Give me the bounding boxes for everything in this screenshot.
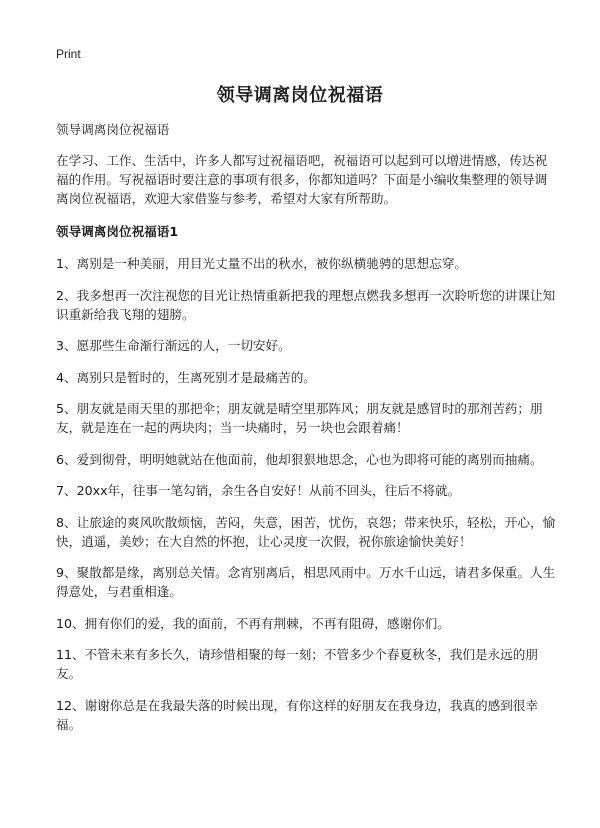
document-body: [56, 120, 556, 746]
print-label: Print: [56, 47, 81, 61]
document-subtitle: 领导调离岗位祝福语: [56, 122, 170, 137]
list-item: 8、让旅途的爽风吹散烦恼，苦闷，失意，困苦，忧伤，哀怨；带来快乐，轻松，开心，愉快，逍遥，美妙；在大自然的怀抱，让心灵度一次假，祝你旅途愉快美好！: [56, 514, 556, 549]
intro-paragraph: 在学习、工作、生活中，许多人都写过祝福语吧，祝福语可以起到可以增进情感，传达祝福的作用。写祝福语时要注意的事项有很多，你都知道吗？下面是小编收集整理的领导调离岗位祝福语，欢迎大家借鉴与参考，希望对大家有所帮助。: [56, 153, 548, 206]
list-item: 12、谢谢你总是在我最失落的时候出现，有你这样的好朋友在我身边，我真的感到很幸福。: [56, 697, 538, 732]
list-item: 11、不管未来有多长久，请珍惜相聚的每一刻；不管多少个春夏秋冬，我们是永远的朋友。: [56, 647, 538, 681]
section-heading: 领导调离岗位祝福语1: [56, 224, 179, 239]
list-item: 4、离别只是暂时的，生离死别才是最痛苦的。: [56, 369, 316, 385]
list-item: 1、离别是一种美丽，用目光丈量不出的秋水，被你纵横驰骋的思想忘穿。: [56, 256, 468, 271]
list-item: 9、聚散都是缘，离别总关情。念宵别离后，相思风雨中。万水千山远，请君多保重。人生得意处，与君重相逢。: [56, 565, 556, 599]
list-item: 10、拥有你们的爱，我的面前，不再有荆棘，不再有阻碍，感谢你们。: [56, 615, 450, 631]
page-title: 领导调离岗位祝福语: [216, 85, 384, 106]
list-item: 7、20xx年，往事一笔勾销，余生各自安好！从前不回头，往后不将就。: [56, 483, 461, 498]
list-item: 3、愿那些生命渐行渐远的人，一切安好。: [56, 338, 291, 353]
list-item: 6、爱到彻骨，明明她就站在他面前，他却狠狠地思念，心也为即将可能的离别而抽痛。: [56, 451, 543, 467]
list-item: 5、朋友就是雨天里的那把伞；朋友就是晴空里那阵风；朋友就是感冒时的那剂苦药；朋友，就是连在一起的两块肉；当一块痛时，另一块也会跟着痛！: [56, 401, 543, 435]
list-item: 2、我多想再一次注视您的目光让热情重新把我的理想点燃我多想再一次聆听您的讲课让知识重新给我飞翔的翅膀。: [56, 287, 556, 322]
